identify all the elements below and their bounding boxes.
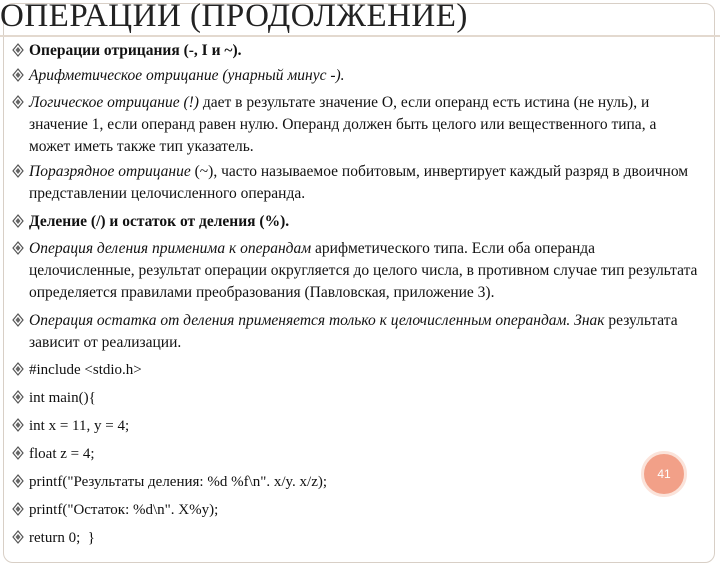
bullet-text: Операция остатка от деления применяется только к целочисленным операндам. Знак результата зависит от реализации. bbox=[29, 312, 682, 351]
diamond-bullet-icon bbox=[12, 530, 24, 544]
diamond-bullet-icon bbox=[12, 313, 24, 327]
page-number-badge: 41 bbox=[641, 451, 687, 497]
code-line: printf("Остаток: %d\n". X%y); bbox=[29, 502, 219, 518]
title-divider bbox=[0, 35, 720, 37]
diamond-bullet-icon bbox=[12, 446, 24, 460]
diamond-bullet-icon bbox=[12, 474, 24, 488]
diamond-bullet-icon bbox=[12, 68, 24, 82]
code-line: #include <stdio.h> bbox=[29, 362, 142, 378]
bullet-text: Логическое отрицание (!) дает в результате значение О, если операнд есть истина (не нуль), и значение 1, если операнд равен нулю. Операнд должен быть целого или вещественного типа, а может иметь также тип указатель. bbox=[29, 94, 661, 155]
diamond-bullet-icon bbox=[12, 390, 24, 404]
diamond-bullet-icon bbox=[12, 362, 24, 376]
bullet-text: Поразрядное отрицание (~), часто называемое побитовым, инвертирует каждый разряд в двоичном представлении целочисленного операнда. bbox=[29, 163, 692, 202]
bullet-text: Деление (/) и остаток от деления (%). bbox=[29, 213, 290, 230]
code-line: printf("Результаты деления: %d %f\n". x/y. x/z); bbox=[29, 474, 328, 490]
bullet-text: Операции отрицания (-, I и ~). bbox=[29, 42, 242, 59]
diamond-bullet-icon bbox=[12, 241, 24, 255]
code-line: int main(){ bbox=[29, 390, 96, 406]
code-line: float z = 4; bbox=[29, 446, 95, 462]
bullet-text: Арифметическое отрицание (унарный минус -). bbox=[29, 67, 345, 84]
diamond-bullet-icon bbox=[12, 214, 24, 228]
diamond-bullet-icon bbox=[12, 418, 24, 432]
diamond-bullet-icon bbox=[12, 164, 24, 178]
bullet-text: Операция деления применима к операндам арифметического типа. Если оба операнда целочисленные, результат операции округляется до целого числа, в противном случае тип результата определяется правилами преобразования (Павловская, приложение 3). bbox=[29, 240, 702, 301]
code-line: int x = 11, y = 4; bbox=[29, 418, 130, 434]
slide-title: ОПЕРАЦИИ (ПРОДОЛЖЕНИЕ) bbox=[0, 0, 468, 34]
diamond-bullet-icon bbox=[12, 502, 24, 516]
diamond-bullet-icon bbox=[12, 43, 24, 57]
diamond-bullet-icon bbox=[12, 95, 24, 109]
code-line: return 0; } bbox=[29, 530, 95, 546]
